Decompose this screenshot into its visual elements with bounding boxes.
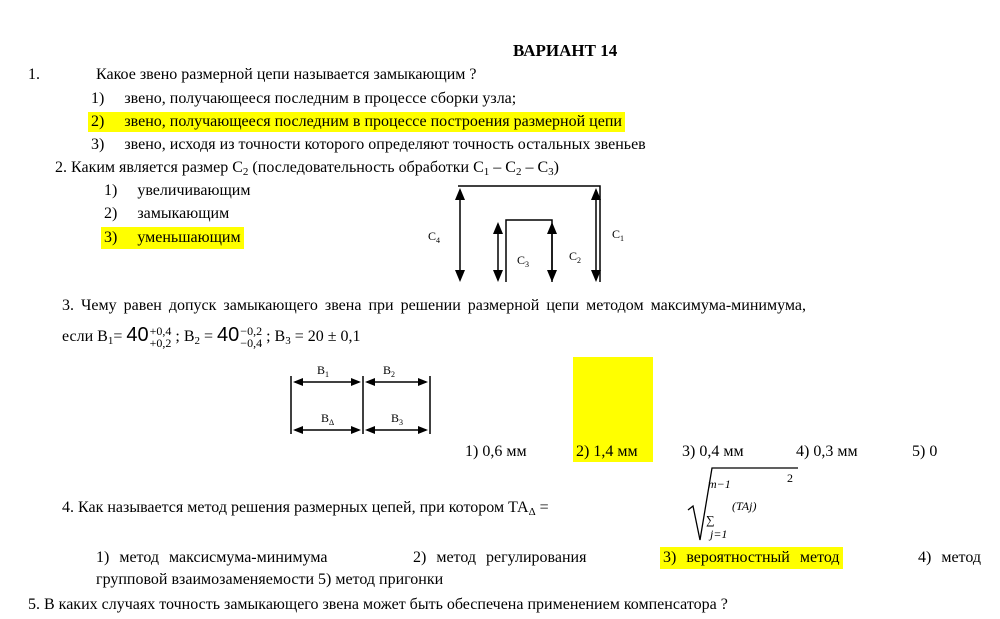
- q3-answer-1[interactable]: 1) 0,6 мм: [465, 443, 527, 460]
- text-part: если В: [62, 328, 108, 345]
- arrow-right-icon: [418, 378, 428, 386]
- text-part: ; В: [171, 328, 195, 345]
- sum-upper: m−1: [708, 477, 731, 491]
- q1-option-3[interactable]: [91, 137, 646, 153]
- q3-chain-diagram: [287, 362, 437, 442]
- q1-option-1[interactable]: [91, 91, 516, 107]
- q5-text: 5. В каких случаях точность замыкающего звена может быть обеспечена применением компенсатора ?: [28, 596, 728, 613]
- arrow-left-icon: [365, 426, 375, 434]
- q2-option-1[interactable]: [104, 183, 250, 199]
- q2-text-part: Каким является размер С: [71, 159, 243, 176]
- sum-icon: ∑: [706, 513, 715, 527]
- subscript: 3: [285, 335, 291, 347]
- b1-tolerance: +0,4 +0,2: [149, 324, 172, 351]
- subscript: 3: [548, 166, 554, 178]
- q2-option-3-highlighted[interactable]: [101, 227, 244, 249]
- arrow-up-icon: [547, 222, 557, 234]
- step-outline: [506, 220, 552, 282]
- label-b1: $B_1$: [317, 363, 330, 379]
- q2-text-part: – С: [489, 159, 516, 176]
- q3-text: [62, 298, 806, 314]
- arrow-up-icon: [455, 188, 465, 200]
- option-text: уменьшающим: [137, 229, 241, 246]
- label-c3: $C_3$: [517, 253, 530, 269]
- arrow-down-icon: [547, 270, 557, 282]
- q2-text: [55, 160, 559, 178]
- label-c4: $C_4$: [428, 229, 441, 245]
- q2-text-part: ): [553, 159, 559, 176]
- arrow-left-icon: [293, 378, 303, 386]
- q4-option-3-highlighted[interactable]: 3) вероятностный метод: [660, 547, 843, 569]
- option-number: 1): [91, 90, 105, 107]
- q3-answer-4[interactable]: 4) 0,3 мм: [796, 443, 858, 460]
- option-text: звено, получающееся последним в процессе построения размерной цепи: [124, 113, 622, 130]
- q2-number: 2.: [55, 159, 67, 176]
- label-c1: $C_1$: [612, 227, 625, 243]
- text-part: =: [113, 328, 127, 345]
- option-number: 1): [104, 182, 118, 199]
- q4-formula: [686, 464, 801, 544]
- option-number: 3): [104, 229, 118, 246]
- subscript: 1: [107, 335, 114, 347]
- arrow-right-icon: [351, 378, 361, 386]
- b1-nominal: 40: [126, 324, 149, 346]
- q3-number: 3.: [62, 297, 74, 314]
- arrow-left-icon: [365, 378, 375, 386]
- formula-body: (TAj): [732, 499, 757, 513]
- q4-option-2[interactable]: 2) метод регулирования: [413, 549, 587, 566]
- b2-nominal: 40: [217, 324, 240, 346]
- subscript: 2: [515, 166, 522, 178]
- q3-answer-2-highlighted[interactable]: 2) 1,4 мм: [576, 443, 638, 460]
- q1-number: 1.: [28, 66, 40, 83]
- label-b3: $B_3$: [391, 411, 404, 427]
- subscript: 1: [483, 166, 490, 178]
- q4-text: [62, 500, 549, 518]
- arrow-down-icon: [493, 270, 503, 282]
- label-c2: $C_2$: [569, 249, 582, 265]
- text-part: ; В: [262, 328, 286, 345]
- q2-text-part: (последовательность обработки С: [248, 159, 484, 176]
- arrow-right-icon: [351, 426, 361, 434]
- formula-power: 2: [787, 471, 793, 485]
- q3-answer-3[interactable]: 3) 0,4 мм: [682, 443, 744, 460]
- label-b2: $B_2$: [383, 363, 396, 379]
- q4-option-1[interactable]: 1) метод максисмума-минимума: [96, 549, 328, 566]
- q4-options-line2: групповой взаимозаменяемости 5) метод пригонки: [96, 571, 444, 588]
- q3-answer-5[interactable]: 5) 0: [912, 443, 938, 460]
- option-text: звено, исходя из точности которого определяют точность остальных звеньев: [124, 136, 646, 153]
- label-b-delta: $B_\Delta$: [321, 411, 335, 427]
- q3-question: Чему равен допуск замыкающего звена при решении размерной цепи методом максимума-минимума,: [81, 297, 806, 314]
- arrow-left-icon: [293, 426, 303, 434]
- option-number: 2): [91, 113, 105, 130]
- option-text: звено, получающееся последним в процессе сборки узла;: [124, 90, 517, 107]
- arrow-up-icon: [493, 222, 503, 234]
- text-part: =: [535, 499, 549, 516]
- option-number: 2): [104, 205, 118, 222]
- q3-values: [62, 322, 361, 354]
- option-text: увеличивающим: [137, 182, 251, 199]
- sum-lower: j=1: [710, 527, 728, 541]
- subscript: 2: [194, 335, 201, 347]
- q1-text: Какое звено размерной цепи называется замыкающим ?: [96, 66, 477, 83]
- arrow-right-icon: [418, 426, 428, 434]
- q2-option-2[interactable]: [104, 206, 229, 222]
- q2-text-part: – С: [521, 159, 549, 176]
- subscript: Δ: [528, 506, 536, 518]
- q2-dimension-diagram: [420, 178, 660, 288]
- option-number: 3): [91, 136, 105, 153]
- q4-question: 4. Как называется метод решения размерных цепей, при котором ТА: [62, 499, 529, 516]
- q4-option-4[interactable]: 4) метод: [918, 549, 982, 566]
- text-part: = 20 ± 0,1: [290, 328, 361, 345]
- b2-tolerance: −0,2 −0,4: [240, 324, 263, 351]
- arrow-down-icon: [455, 270, 465, 282]
- subscript: 2: [242, 166, 249, 178]
- text-part: =: [200, 328, 218, 345]
- option-text: замыкающим: [137, 205, 230, 222]
- page-title: ВАРИАНТ 14: [513, 41, 618, 60]
- q1-option-2-highlighted[interactable]: [88, 112, 625, 132]
